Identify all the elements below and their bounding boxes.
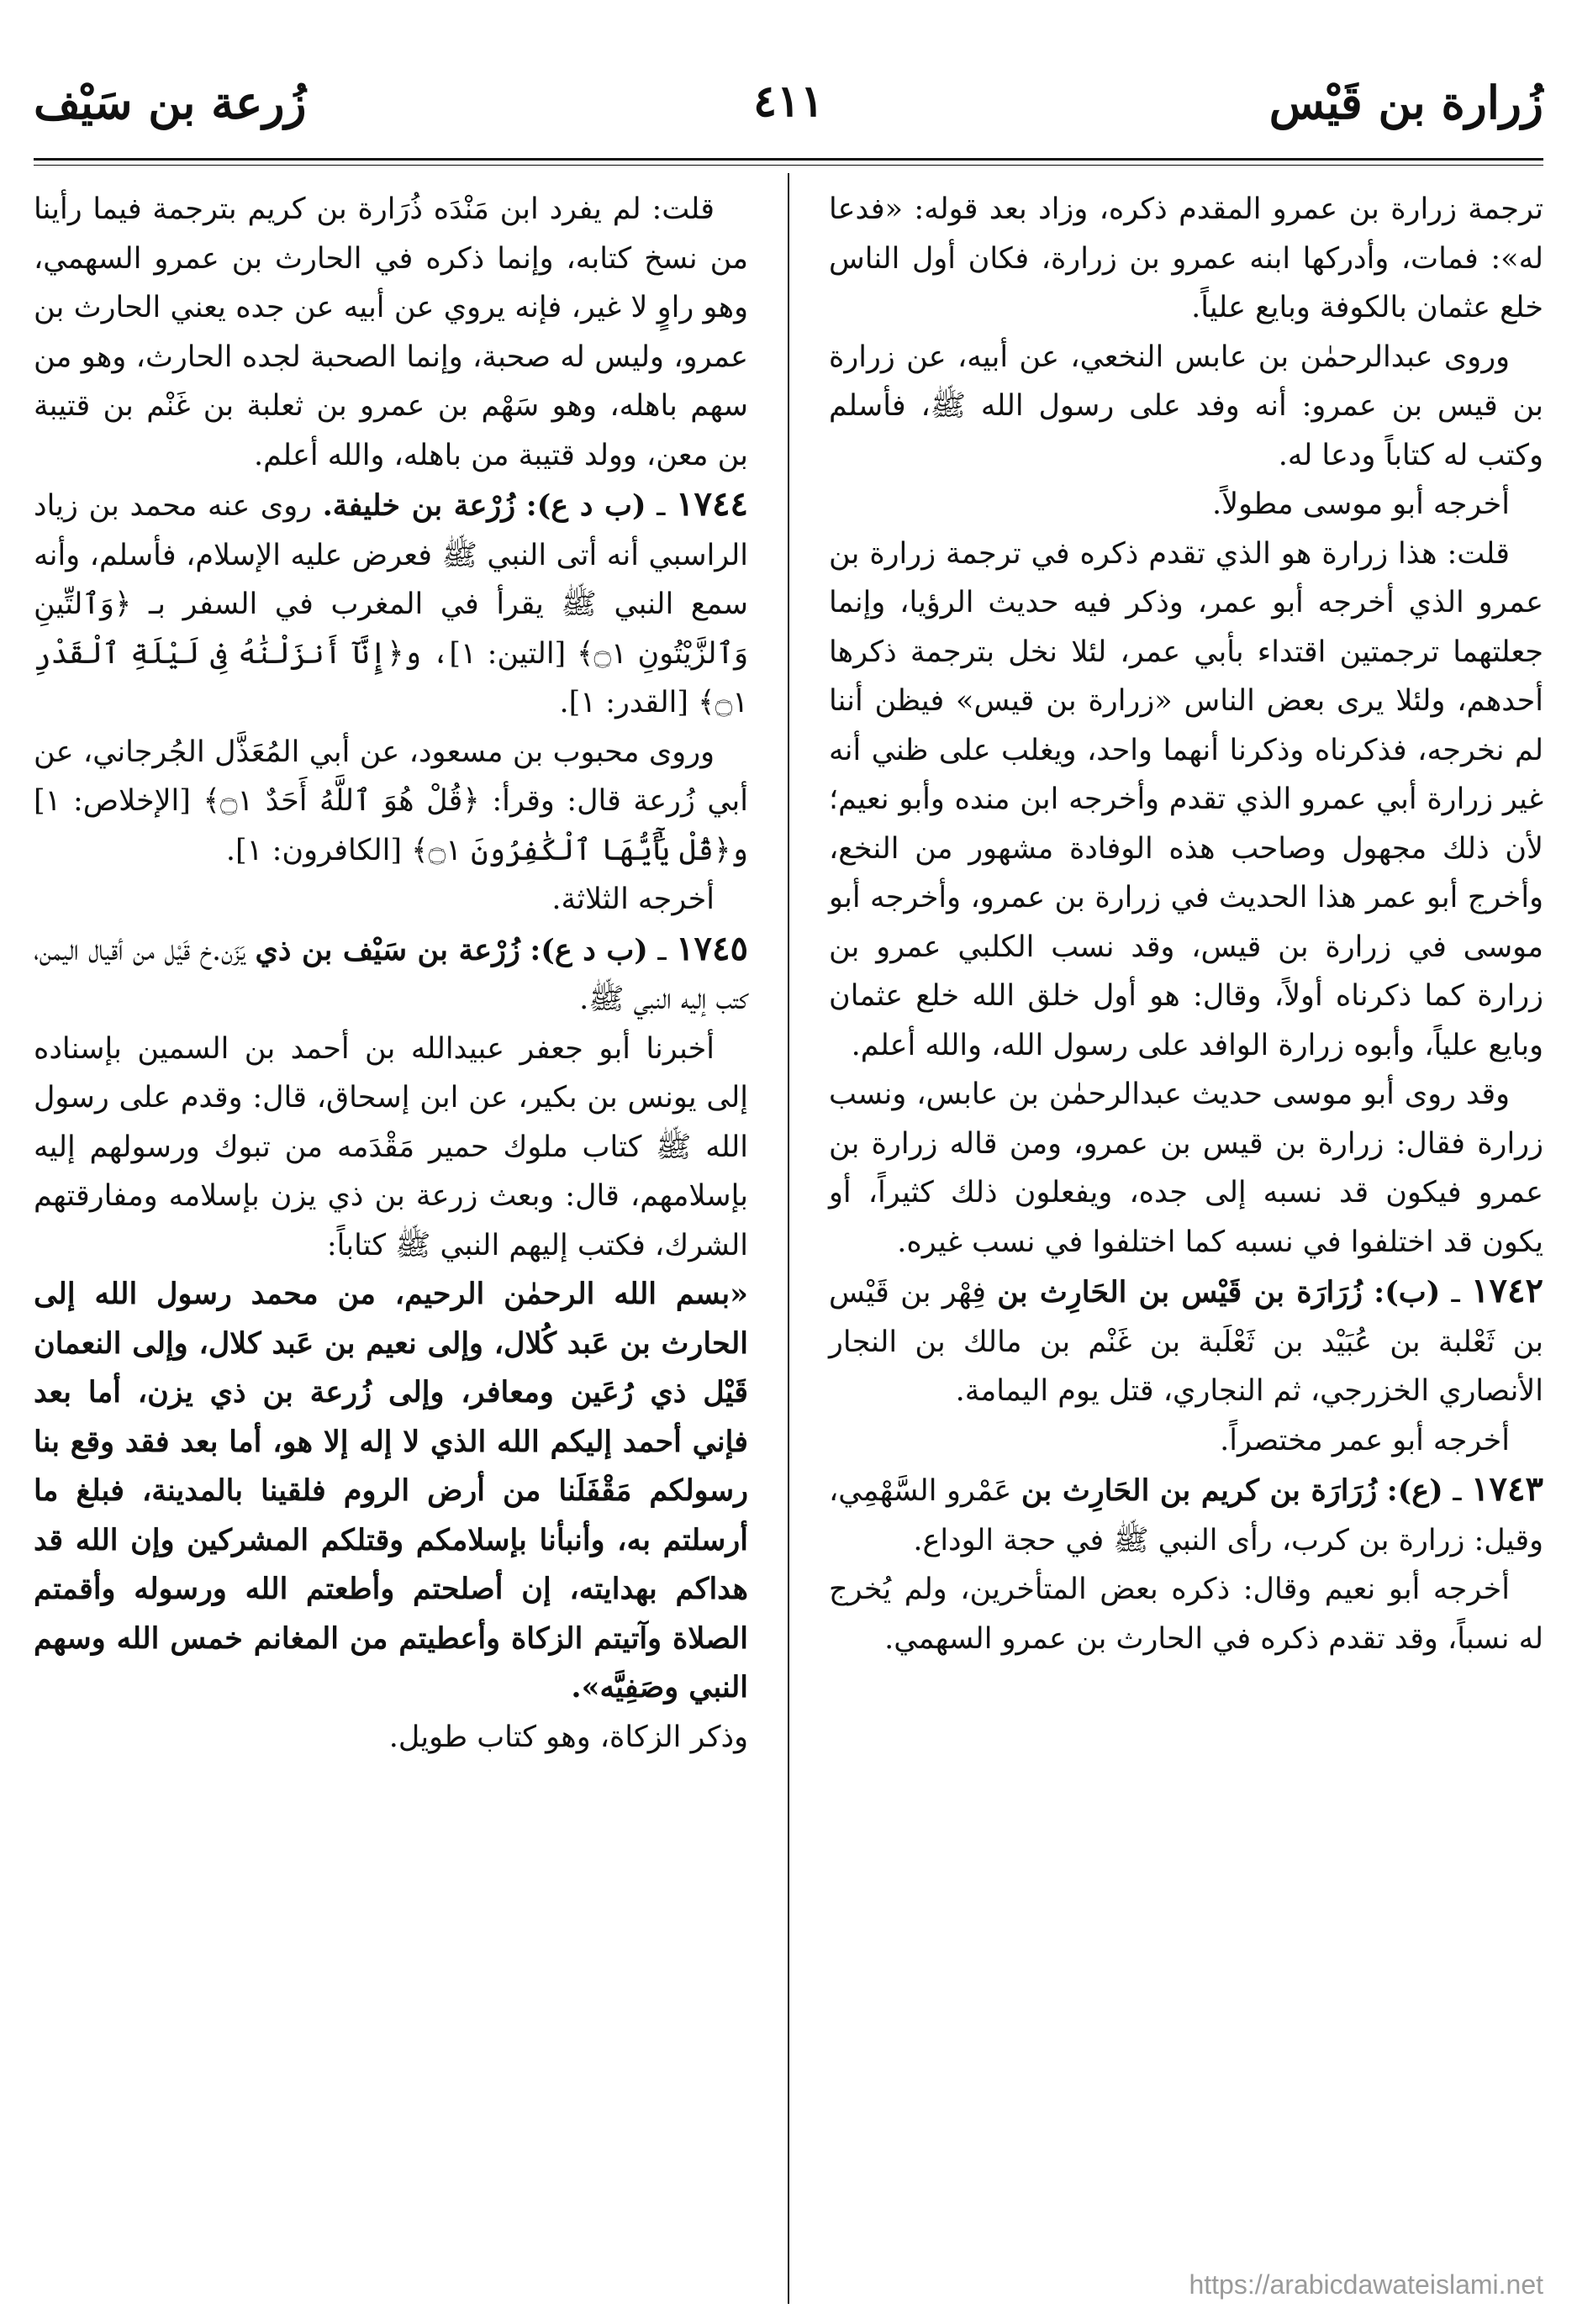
paragraph: وقد روى أبو موسى حديث عبدالرحمٰن بن عابس، ونسب زرارة فقال: زرارة بن قيس بن عمرو، ومن قاله زرارة بن عمرو فيكون قد نسبه إلى جده، ويفعلون ذلك كثيراً، أو يكون قد اختلفوا في نسبه كما اختلفوا في نسب غيره.	[829, 1078, 1543, 1259]
entry-1744: ١٧٤٤ ـ (ب د ع): زُرْعة بن خليفة. روى عنه محمد بن زياد الراسبي أنه أتى النبي ﷺ فعرض عليه الإسلام، فأسلم، وأنه سمع النبي ﷺ يقرأ في المغرب في السفر بـ ﴿وَٱلتِّينِ وَٱلزَّيْتُونِ ۝١﴾ [التين: ١]، و﴿إِنَّآ أَنزَلْنَٰهُ فِى لَيْلَةِ ٱلْقَدْرِ ۝١﴾ [القدر: ١].	[34, 484, 748, 719]
closing-text: وذكر الزكاة، وهو كتاب طويل.	[388, 1720, 748, 1754]
running-title-left: زُرعة بن سَيْف	[34, 76, 307, 129]
column-divider	[788, 173, 789, 2304]
left-column	[34, 185, 748, 1762]
entry-name: زُرْعة بن سَيْف بن ذي	[255, 932, 520, 967]
paragraph: قلت: لم يفرد ابن مَنْدَه ذُرَارة بن كريم بترجمة فيما رأينا من نسخ كتابه، وإنما ذكره في الحارث بن عمرو السهمي، وهو راوٍ لا غير، فإنه يروي عن أبيه عن جده يعني الحارث بن عمرو، وليس له صحبة، وإنما الصحبة لجده الحارث، وهو من سهم باهله، وهو سَهْم بن عمرو بن ثعلبة بن غَنْم بن قتيبة بن معن، وولد قتيبة من باهله، والله أعلم.	[34, 192, 748, 472]
entry-1742: ١٧٤٢ ـ (ب): زُرَارَة بن قَيْس بن الحَارِث بن فِهْر بن قَيْس بن ثَعْلبة بن عُبَيْد بن ثَعْلَبة بن غَنْم بن مالك بن النجار الأنصاري الخزرجي، ثم النجاري، قتل يوم اليمامة.	[829, 1271, 1543, 1408]
entry-source-note: أخرجه أبو عمر مختصراً.	[1220, 1423, 1510, 1457]
entry-number: ١٧٤٤	[676, 484, 748, 524]
entry-number: ١٧٤٥	[676, 928, 748, 968]
entry-body: روى عنه محمد بن زياد الراسبي أنه أتى النبي ﷺ فعرض عليه الإسلام، فأسلم، وأنه سمع النبي ﷺ يقرأ في المغرب في السفر بـ ﴿وَٱلتِّينِ وَٱلزَّيْتُونِ ۝١﴾ [التين: ١]، و﴿إِنَّآ أَنزَلْنَٰهُ فِى لَيْلَةِ ٱلْقَدْرِ ۝١﴾ [القدر: ١].	[34, 489, 748, 719]
isnad-paragraph: أخبرنا أبو جعفر عبيدالله بن أحمد بن السمين بإسناده إلى يونس بن بكير، عن ابن إسحاق، قال: وقدم على رسول الله ﷺ كتاب ملوك حمير مَقْدَمه من تبوك ورسولهم إليه بإسلامهم، قال: وبعث زرعة بن ذي يزن بإسلامه ومفارقتهم الشرك، فكتب إليهم النبي ﷺ كتاباً:	[34, 1031, 748, 1262]
running-title-right: زُرارة بن قَيْس	[1268, 76, 1543, 129]
paragraph: ترجمة زرارة بن عمرو المقدم ذكره، وزاد بعد قوله: «فدعا له»: فمات، وأدركها ابنه عمرو بن زرارة، فكان أول الناس خلع عثمان بالكوفة وبايع علياً.	[829, 192, 1543, 324]
entry-sources: (ع):	[1386, 1473, 1443, 1508]
entry-1745: ١٧٤٥ ـ (ب د ع): زُرْعة بن سَيْف بن ذي يَزَن.خ قَيْل من أقيال اليمن، كتب إليه النبي ﷺ.	[34, 928, 748, 1016]
header-rule-thin	[34, 165, 1543, 166]
prophet-letter-text: «بسم الله الرحمٰن الرحيم، من محمد رسول الله إلى الحارث بن عَبد كُلال، وإلى نعيم بن عَبد كلال، وإلى النعمان قَيْل ذي رُعَين ومعافر، وإلى زُرعة بن ذي يزن، أما بعد فإني أحمد إليكم الله الذي لا إله إلا هو، أما بعد فقد وقع بنا رسولكم مَقْفَلَنا من أرض الروم فلقينا بالمدينة، فبلغ ما أرسلتم به، وأنبأنا بإسلامكم وقتلكم المشركين وإن الله قد هداكم بهدايته، إن أصلحتم وأطعتم الله ورسوله وأقمتم الصلاة وآتيتم الزكاة وأعطيتم من المغانم خمس الله وسهم النبي وصَفِيَّه».	[34, 1277, 748, 1705]
entry-body: فِهْر بن قَيْس بن ثَعْلبة بن عُبَيْد بن ثَعْلَبة بن غَنْم بن مالك بن النجار الأنصاري الخزرجي، ثم النجاري، قتل يوم اليمامة.	[829, 1276, 1543, 1408]
right-column	[829, 185, 1543, 1663]
entry-name: زُرَارَة بن قَيْس بن الحَارِث بن	[997, 1275, 1363, 1310]
entry-sources: (ب د ع):	[530, 932, 648, 967]
entry-source-note: أخرجه الثلاثة.	[551, 883, 715, 916]
entry-body: عَمْرو السَّهْمِي، وقيل: زرارة بن كرب، رأى النبي ﷺ في حجة الوداع.	[829, 1474, 1543, 1557]
entry-1743: ١٧٤٣ ـ (ع): زُرَارَة بن كريم بن الحَارِث بن عَمْرو السَّهْمِي، وقيل: زرارة بن كرب، رأى النبي ﷺ في حجة الوداع.	[829, 1469, 1543, 1557]
entry-number: ١٧٤٣	[1471, 1469, 1543, 1509]
narration-paragraph: وروى محبوب بن مسعود، عن أبي المُعَذَّل الجُرجاني، عن أبي زُرعة قال: وقرأ: ﴿قُلْ هُوَ ٱللَّهُ أَحَدٌ ۝١﴾ [الإخلاص: ١] و﴿قُلْ يَٰٓأَيُّهَا ٱلْكَٰفِرُونَ ۝١﴾ [الكافرون: ١].	[34, 735, 748, 867]
entry-number: ١٧٤٢	[1471, 1271, 1543, 1310]
page-header	[34, 76, 1543, 160]
paragraph: قلت: هذا زرارة هو الذي تقدم ذكره في ترجمة زرارة بن عمرو الذي أخرجه أبو عمر، وذكر فيه حديث الرؤيا، وإنما جعلتهما ترجمتين اقتداء بأبي عمر، لئلا نخل بترجمة ذكرها أحدهم، ولئلا يرى بعض الناس «زرارة بن قيس» فيظن أننا لم نخرجه، فذكرناه وذكرنا أنهما واحد، ويغلب على ظني أنه غير زرارة أبي عمرو الذي تقدم وأخرجه ابن منده وأبو نعيم؛ لأن ذلك مجهول وصاحب هذه الوفادة مشهور من النخع، وأخرج أبو عمر هذا الحديث في زرارة بن عمرو، وأخرجه أبو موسى في زرارة بن قيس، وقد نسب الكلبي عمرو بن زرارة كما ذكرناه أولاً، وقال: هو أول خلق الله خلع عثمان وبايع علياً، وأبوه زرارة الوافد على رسول الله، والله أعلم.	[829, 536, 1543, 1062]
entry-sources: (ب):	[1374, 1275, 1441, 1310]
entry-sources: (ب د ع):	[525, 488, 646, 523]
paragraph: أخرجه أبو موسى مطولاً.	[1212, 487, 1510, 521]
entry-source-note: أخرجه أبو نعيم وقال: ذكره بعض المتأخرين، ولم يُخرج له نسباً، وقد تقدم ذكره في الحارث بن عمرو السهمي.	[829, 1573, 1543, 1656]
page-number: ٤١١	[753, 76, 824, 127]
watermark-url: https://arabicdawateislami.net	[1189, 2269, 1543, 2300]
entry-name: زُرَارَة بن كريم بن الحَارِث بن	[1021, 1473, 1378, 1508]
entry-body: يَزَن.خ قَيْل من أقيال اليمن، كتب إليه النبي ﷺ.	[34, 933, 748, 1016]
entry-name: زُرْعة بن خليفة.	[322, 488, 516, 523]
header-rule	[34, 158, 1543, 161]
paragraph: وروى عبدالرحمٰن بن عابس النخعي، عن أبيه، عن زرارة بن قيس بن عمرو: أنه وفد على رسول الله ﷺ، فأسلم وكتب له كتاباً ودعا له.	[829, 340, 1543, 472]
